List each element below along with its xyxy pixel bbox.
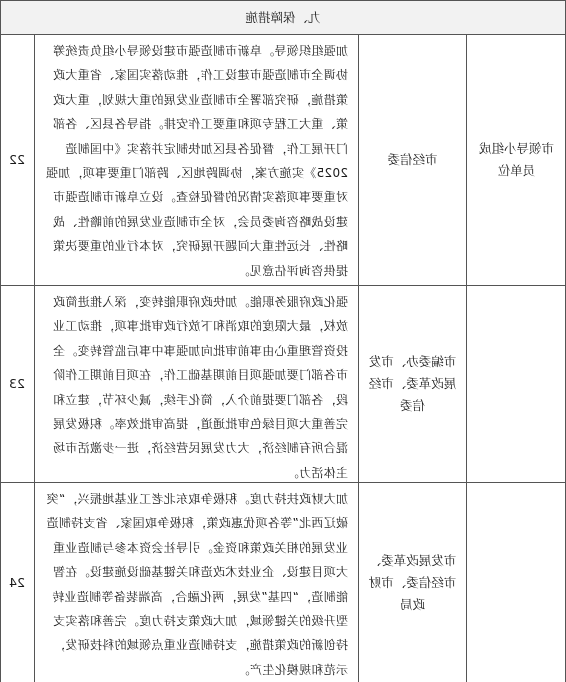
table-row (0, 286, 566, 482)
row-content: 加大财政扶持力度。积极争取东北老工业基地振兴，“突破辽西北”等各项优惠政策，积极争取国家、省支持制造业发展的相关政策和资金。引导社会资本参与制造业重大项目建设、企业技术改造和关键基础设施建设。在智能制造，“四基”发展，两化融合，高端装备等制造业转型升级的关键领域，加大政策支持力度。完善和落实支持创新的政策措施，支持制造业重点领域的科技研发，示范和规模化生产。 (46, 492, 348, 677)
row-unit-cell (466, 286, 566, 482)
row-responsible-cell (358, 483, 466, 682)
row-content-cell (34, 35, 358, 285)
row-number: 24 (9, 574, 25, 590)
table-border-top (0, 0, 566, 1)
table-border-right (0, 0, 1, 682)
table-row (0, 483, 566, 682)
row-responsible-cell (358, 286, 466, 482)
table-row (0, 35, 566, 285)
row-unit: 市领导小组成员单位 (479, 141, 555, 178)
row-number: 23 (9, 376, 25, 391)
row-responsible: 市发展改革委、市经信委、市财政局 (368, 552, 457, 612)
row-unit-cell (466, 35, 566, 285)
row-content: 加强组织领导。阜新市制造强市建设领导小组负责统筹协调全市制造强市建设工作，推动落实国家、省重大政策措施，研究部署全市制造业发展的重大规划，重大政策、重大工程专项和重要工作安排。指导各县区、各部门开展工作，督促各县区加快制定并落实《中国制造2025》实施方案，协调跨地区、跨部门重要事项，加强对重要事项落实情况的督促检查。设立阜新市制造强市建设战略咨询委员会，对全市制造业发展的前瞻性、战略性、长远性重大问题开展研究，对本行业的重要决策提供咨询评估意见。 (45, 44, 348, 278)
row-content-cell (34, 483, 358, 682)
section-title: 九、保障措施 (0, 0, 566, 34)
row-number: 22 (9, 152, 25, 167)
row-content-cell (34, 286, 358, 482)
row-content: 强化政府服务职能。加快政府职能转变，深入推进简政放权，最大限度的取消和下放行政审批事项，推动工业投资管理重心由事前审批向加强事中事后监管转变。全市各部门要加强项目前期基础工作，在项目前期工作阶段，各部门要提前介入，简化手续，减少环节，建立和完善重大项目绿色审批通道，提高审批效率。积极发展混合所有制经济，大力发展民营经济，进一步激活市场主体活力。 (52, 295, 348, 480)
row-number-cell (0, 35, 34, 285)
row-number-cell (0, 286, 34, 482)
row-responsible: 市经信委 (387, 152, 438, 167)
row-number-cell (0, 483, 34, 682)
row-responsible-cell (358, 35, 466, 285)
row-responsible: 市编委办、市发展改革委、市经信委 (368, 354, 457, 413)
row-unit-cell (466, 483, 566, 682)
